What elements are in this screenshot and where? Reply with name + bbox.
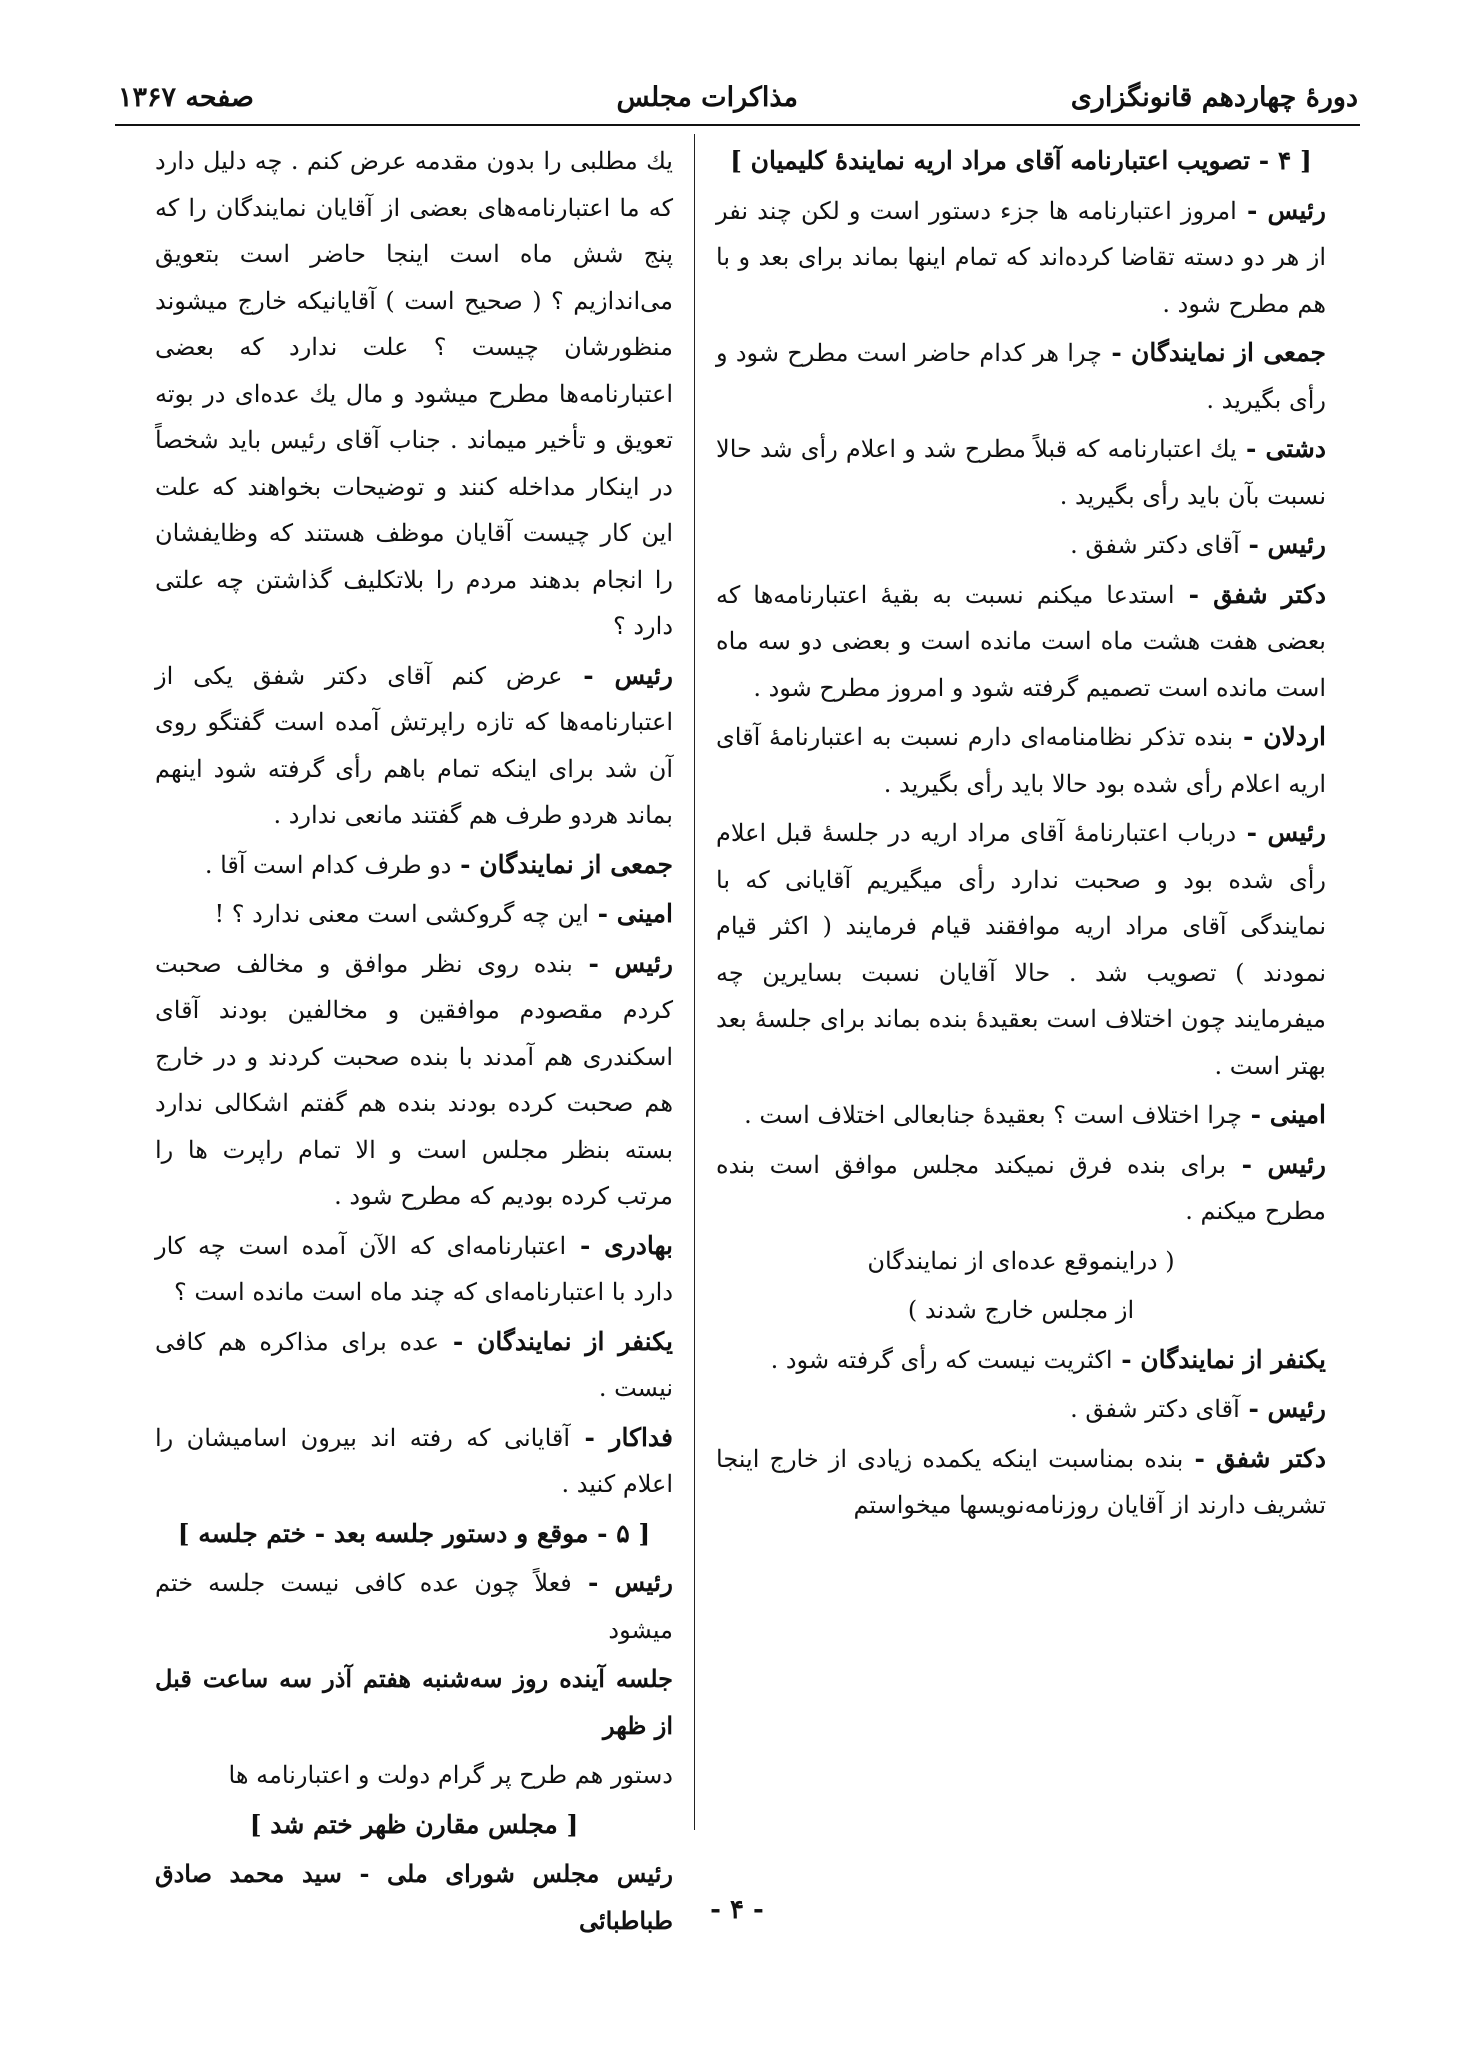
speech-paragraph: [716, 522, 1326, 569]
page-header: [118, 82, 1358, 122]
speaker-name: دکتر شفق -: [1174, 579, 1326, 609]
speech-paragraph: [716, 1092, 1326, 1139]
page-footer-number: - ۴ -: [710, 1895, 764, 1925]
speech-paragraph: [155, 1319, 673, 1412]
speech-paragraph: [716, 1436, 1326, 1529]
speech-paragraph: [155, 1560, 673, 1653]
speech-text: استدعا میکنم نسبت به بقیهٔ اعتبارنامه‌ها که بعضی هفت هشت ماه است مانده است و بعضی دو سه ماه است مانده است تصمیم گرفته شود و امروز مطرح شود .: [716, 580, 1326, 702]
left-column: [155, 138, 673, 1947]
speech-text: امروز اعتبارنامه ها جزء دستور است و لکن چند نفر از هر دو دسته تقاضا کرده‌اند که تمام اینها بماند برای بعد و با هم مطرح شود .: [716, 196, 1326, 318]
speech-paragraph: [155, 941, 673, 1220]
speech-text: یك اعتبارنامه که قبلاً مطرح شد و اعلام رأی شد حالا نسبت بآن باید رأی بگیرید .: [716, 435, 1326, 510]
section-heading: [ ۵ - موقع و دستور جلسه بعد - ختم جلسه ]: [177, 1518, 651, 1548]
speech-paragraph: [155, 1415, 673, 1508]
header-session: دورهٔ چهاردهم قانونگزاری: [1070, 82, 1358, 113]
speaker-name: رئیس -: [1239, 530, 1326, 559]
header-rule: [115, 124, 1360, 126]
speaker-name: بهادری -: [566, 1230, 673, 1260]
speech-text: فعلاً چون عده کافی نیست جلسه ختم میشود: [155, 1569, 673, 1644]
column-divider: [694, 134, 695, 1830]
speaker-name: جمعی از نمایندگان -: [451, 849, 673, 879]
bold-line: رئیس مجلس شورای ملی - سید محمد صادق طباطبائی: [155, 1859, 673, 1935]
speaker-name: یکنفر از نمایندگان -: [1112, 1344, 1326, 1374]
speaker-name: رئیس -: [1226, 1149, 1326, 1179]
speech-text: عده برای مذاکره هم کافی نیست .: [155, 1327, 673, 1402]
speech-paragraph: [716, 188, 1326, 328]
speaker-name: اردلان -: [1233, 722, 1326, 751]
speaker-name: رئیس -: [572, 948, 673, 978]
speaker-name: امینی -: [588, 899, 673, 928]
right-column: [716, 138, 1326, 1532]
speech-text: بنده بمناسبت اینکه یکمده زیادی از خارج اینجا تشریف دارند از آقایان روزنامه‌نویسها میخواستم: [716, 1444, 1326, 1519]
speech-paragraph: [716, 810, 1326, 1089]
speaker-name: رئیس -: [1236, 195, 1327, 225]
speech-text: اعتبارنامه‌ای که الآن آمده است چه کار دارد با اعتبارنامه‌ای که چند ماه است مانده است ؟: [155, 1231, 673, 1306]
speaker-name: امینی -: [1241, 1100, 1326, 1129]
section-heading: [ مجلس مقارن ظهر ختم شد ]: [249, 1809, 579, 1839]
speaker-name: فداکار -: [570, 1422, 673, 1452]
speech-text: بنده روی نظر موافق و مخالف صحبت کردم مقصودم موافقین و مخالفین بودند آقای اسکندری هم آمدند با بنده صحبت کردند و در خارج هم صحبت کرده بودند بنده هم گفتم اشکالی ندارد بسته بنظر مجلس است و الا تمام راپرت ها را مرتب کرده بودیم که مطرح شود .: [155, 949, 673, 1210]
speech-text: درباب اعتبارنامهٔ آقای مراد اریه در جلسهٔ قبل اعلام رأی شده بود و صحبت ندارد رأی میگیریم آقایانی که با نمایندگی آقای مراد اریه موافقند قیام فرمایند ( اکثر قیام نمودند ) تصویب شد . حالا آقایان نسبت بسایرین چه میفرمایند چون اختلاف است بعقیدهٔ بنده بماند برای جلسهٔ بعد بهتر است .: [716, 819, 1326, 1080]
speech-text: دو طرف کدام است آقا .: [204, 850, 452, 879]
speech-paragraph: [716, 572, 1326, 712]
speaker-name: رئیس -: [562, 660, 673, 690]
speech-text: آقای دکتر شفق .: [1070, 1395, 1240, 1423]
speech-paragraph: [716, 330, 1326, 423]
speech-paragraph: [155, 138, 673, 650]
speech-paragraph: [155, 1223, 673, 1316]
speech-paragraph: [716, 426, 1326, 519]
stage-direction: ( دراینموقع عده‌ای از نمایندگان: [867, 1246, 1175, 1275]
section-heading: [ ۴ - تصویب اعتبارنامه آقای مراد اریه نمایندهٔ کلیمیان ]: [730, 146, 1312, 175]
speaker-name: جمعی از نمایندگان -: [1102, 338, 1327, 367]
speech-text: آقایانی که رفته اند بیرون اسامیشان را اعلام کنید .: [155, 1423, 673, 1498]
speech-paragraph: [716, 1386, 1326, 1433]
header-page-number: صفحه ۱۳۶۷: [118, 82, 254, 113]
speaker-name: دکتر شفق -: [1183, 1443, 1326, 1473]
speech-text: چرا اختلاف است ؟ بعقیدهٔ جنابعالی اختلاف است .: [744, 1101, 1242, 1129]
speech-text: چرا هر کدام حاضر است مطرح شود و رأی بگیرید .: [716, 339, 1326, 414]
speaker-name: رئیس -: [571, 1568, 674, 1597]
speech-text: اکثریت نیست که رأی گرفته شود .: [770, 1345, 1113, 1374]
speaker-name: دشتی -: [1236, 434, 1326, 463]
speaker-name: یکنفر از نمایندگان -: [439, 1326, 673, 1356]
bold-line: جلسه آینده روز سه‌شنبه هفتم آذر سه ساعت قبل از ظهر: [155, 1664, 673, 1740]
speech-text: بنده تذکر نظامنامه‌ای دارم نسبت به اعتبارنامهٔ آقای اریه اعلام رأی شده بود حالا باید رأی بگیرید .: [716, 723, 1326, 798]
plain-line: دستور هم طرح پر گرام دولت و اعتبارنامه ها: [228, 1761, 673, 1789]
speaker-name: رئیس -: [1239, 1394, 1326, 1423]
speech-text: برای بنده فرق نمیکند مجلس موافق است بنده مطرح میکنم .: [716, 1150, 1326, 1225]
speech-paragraph: [155, 891, 673, 938]
header-title: مذاکرات مجلس: [616, 82, 798, 113]
speech-paragraph: [716, 1142, 1326, 1235]
speech-text: یك مطلبی را بدون مقدمه عرض کنم . چه دلیل دارد که ما اعتبارنامه‌های بعضی از آقایان نمایندگان را که پنج شش ماه است اینجا حاضر است بتعویق می‌اندازیم ؟ ( صحیح است ) آقایانیکه خارج میشوند منظورشان چیست ؟ علت ندارد که بعضی اعتبارنامه‌ها مطرح میشود و مال یك عده‌ای در بوته تعویق و تأخیر میماند . جناب آقای رئیس باید شخصاً در اینکار مداخله کنند و توضیحات بخواهند که علت این کار چیست آقایان موظف هستند که وظایفشان را انجام بدهند مردم را بلاتکلیف گذاشتن چه علتی دارد ؟: [155, 147, 673, 640]
stage-direction: از مجلس خارج شدند ): [907, 1296, 1135, 1324]
speech-text: این چه گروکشی است معنی ندارد ؟ !: [214, 900, 589, 928]
speech-paragraph: [716, 714, 1326, 807]
speech-text: آقای دکتر شفق .: [1070, 531, 1240, 559]
speech-paragraph: [155, 842, 673, 889]
speech-text: عرض کنم آقای دکتر شفق یکی از اعتبارنامه‌ها که تازه راپرتش آمده است گفتگو روی آن شد برای اینکه تمام باهم رأی گرفته شود اینهم بماند هردو طرف هم گفتند مانعی ندارد .: [155, 661, 673, 829]
speaker-name: رئیس -: [1236, 818, 1326, 847]
speech-paragraph: [155, 653, 673, 839]
speech-paragraph: [716, 1337, 1326, 1384]
